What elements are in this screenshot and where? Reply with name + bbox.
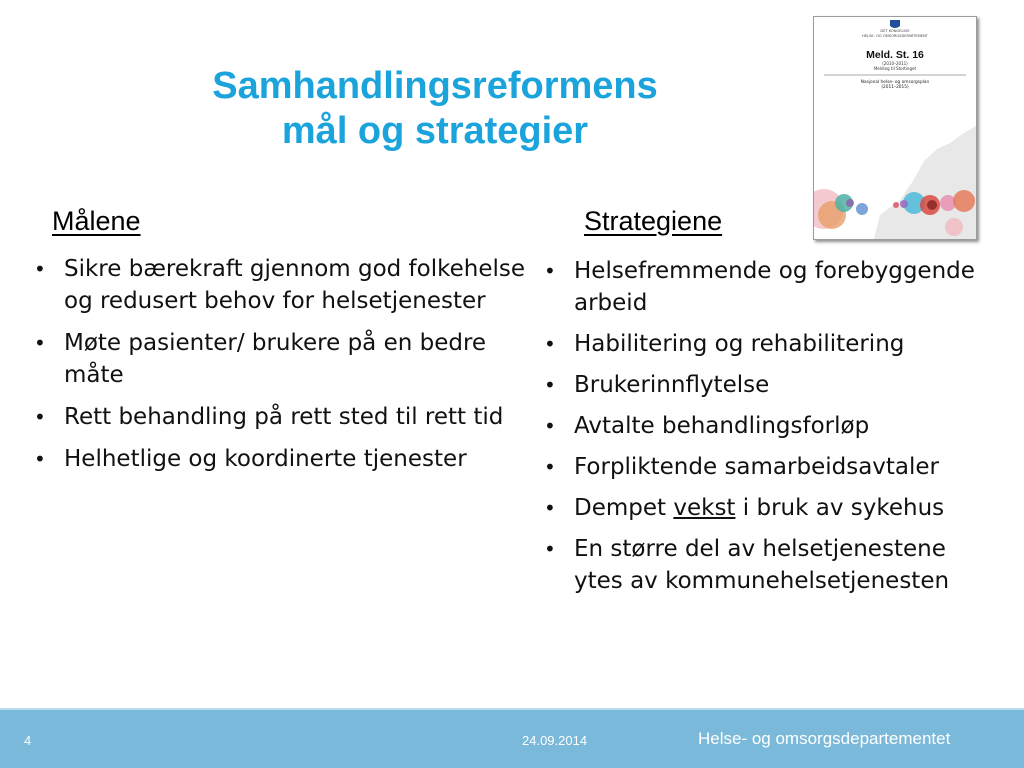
- cover-title: Meld. St. 16: [866, 49, 924, 61]
- cover-plan-line-2: (2011–2015): [881, 85, 909, 90]
- slide-title: [100, 64, 770, 154]
- strategy-item: [540, 492, 1000, 524]
- title-line-1: Samhandlingsreformens: [212, 65, 658, 107]
- slide-number: 4: [24, 733, 32, 748]
- goal-item: • Rett behandling på rett sted til rett tid: [30, 401, 530, 433]
- title-line-2: mål og strategier: [281, 110, 589, 152]
- cover-plan-line-1: Nasjonal helse- og omsorgsplan: [860, 80, 930, 85]
- goals-heading: Målene: [52, 206, 141, 236]
- strategy-text-before: Dempet: [574, 495, 674, 521]
- strategies-list: [540, 255, 1000, 606]
- strategy-item: • Brukerinnflytelse: [540, 369, 1000, 401]
- strategy-item: • Avtalte behandlingsforløp: [540, 410, 1000, 442]
- cover-subtitle: Melding til Stortinget: [873, 66, 917, 71]
- goal-item: • Sikre bærekraft gjennom god folkehelse og redusert behov for helsetjenester: [30, 253, 530, 317]
- strategy-item: • En større del av helsetjenestene ytes av kommunehelsetjenesten: [540, 533, 1000, 597]
- strategy-item: • Forpliktende samarbeidsavtaler: [540, 451, 1000, 483]
- strategy-text-after: i bruk av sykehus: [735, 495, 945, 521]
- strategy-item: • Helsefremmende og forebyggende arbeid: [540, 255, 1000, 319]
- goal-item: • Møte pasienter/ brukere på en bedre måte: [30, 327, 530, 391]
- strategy-item: • Habilitering og rehabilitering: [540, 328, 1000, 360]
- goals-list: [30, 253, 530, 485]
- cover-ministry-line-1: DET KONGELIGE: [880, 29, 910, 33]
- strategies-heading: Strategiene: [584, 206, 723, 236]
- goal-item: • Helhetlige og koordinerte tjenester: [30, 443, 530, 475]
- footer-divider: [0, 708, 1024, 710]
- cover-ministry-line-2: HELSE- OG OMSORGSDEPARTEMENT: [862, 34, 928, 38]
- footer-date: 24.09.2014: [522, 733, 588, 748]
- strategy-underlined-word: vekst: [673, 495, 736, 521]
- report-cover-graphic: [814, 17, 976, 239]
- coat-of-arms-icon: [890, 20, 900, 28]
- footer-department: Helse- og omsorgsdepartementet: [698, 729, 951, 748]
- report-cover-image: [813, 16, 977, 240]
- cover-years: (2010–2011): [882, 61, 908, 66]
